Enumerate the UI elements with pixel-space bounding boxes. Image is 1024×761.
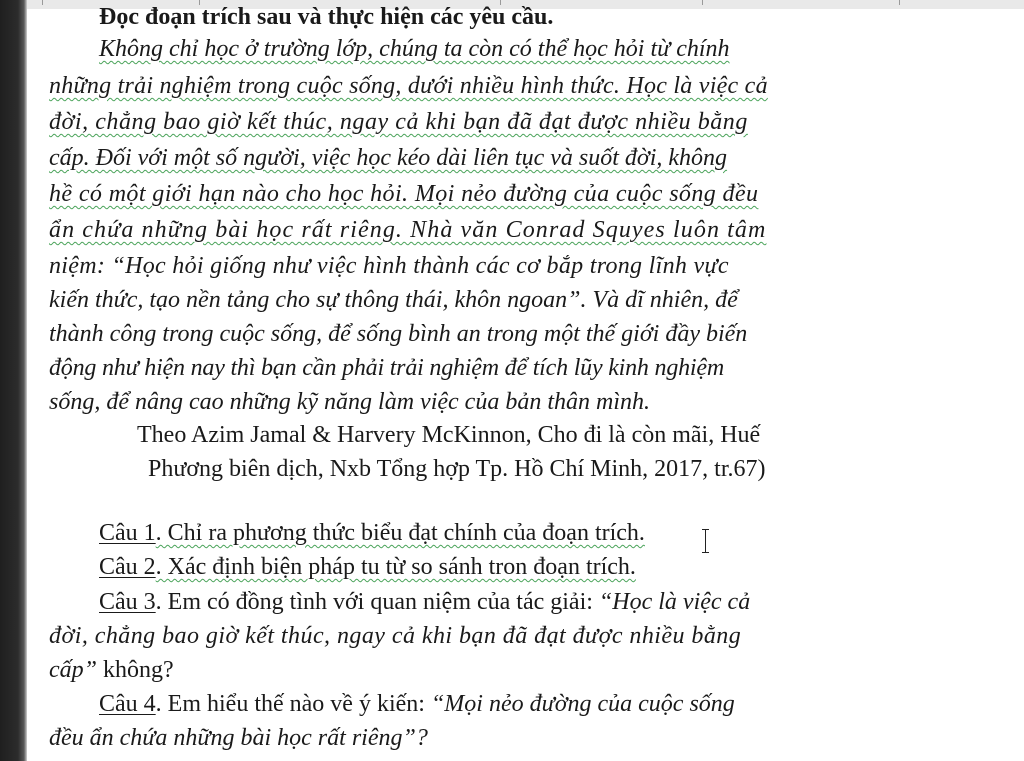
- question-2: [99, 552, 636, 582]
- question-3-tail: không?: [97, 657, 174, 683]
- question-3-label: Câu 3: [99, 589, 156, 615]
- question-3-quote-end: cấp”: [49, 657, 97, 683]
- passage-line: sống, để nâng cao những kỹ năng làm việc của bản thân mình.: [49, 389, 650, 415]
- passage-line: ẩn chứa những bài học rất riêng. Nhà văn Conrad Squyes luôn tâm: [49, 217, 767, 243]
- question-4-text: . Em hiểu thế nào về ý kiến:: [155, 691, 431, 717]
- document-page[interactable]: [27, 4, 1024, 761]
- passage-line: hề có một giới hạn nào cho học hỏi. Mọi nẻo đường của cuộc sống đều: [49, 181, 759, 207]
- question-1-label: Câu 1: [99, 520, 156, 546]
- question-2-text: . Xác định biện pháp tu từ so sánh tron đoạn trích.: [155, 554, 636, 580]
- passage-line: đời, chẳng bao giờ kết thúc, ngay cả khi bạn đã đạt được nhiều bằng: [49, 109, 748, 135]
- ruler-tick: [899, 0, 900, 5]
- question-3-text: . Em có đồng tình với quan niệm của tác giải:: [155, 589, 599, 615]
- question-4-quote: “Mọi nẻo đường của cuộc sống: [430, 691, 735, 717]
- question-4-label: Câu 4: [99, 691, 156, 717]
- passage-line: Không chỉ học ở trường lớp, chúng ta còn có thể học hỏi từ chính: [99, 36, 730, 62]
- question-2-label: Câu 2: [99, 554, 156, 580]
- text-cursor-icon: [705, 529, 706, 553]
- passage-line: niệm: “Học hỏi giống như việc hình thành các cơ bắp trong lĩnh vực: [49, 253, 729, 279]
- source-citation: Phương biên dịch, Nxb Tổng hợp Tp. Hồ Chí Minh, 2017, tr.67): [148, 456, 766, 482]
- question-1: [99, 518, 645, 548]
- passage-line: cấp. Đối với một số người, việc học kéo dài liên tục và suốt đời, không: [49, 145, 728, 171]
- instruction-heading: Đọc đoạn trích sau và thực hiện các yêu cầu.: [99, 4, 554, 30]
- passage-line: những trải nghiệm trong cuộc sống, dưới nhiều hình thức. Học là việc cả: [49, 73, 768, 99]
- question-4-quote-cont: đều ẩn chứa những bài học rất riêng”?: [49, 725, 428, 751]
- ruler-tick: [42, 0, 43, 5]
- passage-line: động như hiện nay thì bạn cần phải trải nghiệm để tích lũy kinh nghiệm: [49, 355, 724, 381]
- ruler-tick: [702, 0, 703, 5]
- question-3: [99, 587, 750, 617]
- passage-line: thành công trong cuộc sống, để sống bình an trong một thế giới đầy biến: [49, 321, 748, 347]
- question-1-text: . Chỉ ra phương thức biểu đạt chính của đoạn trích.: [155, 520, 645, 546]
- passage-line: kiến thức, tạo nền tảng cho sự thông thái, khôn ngoan”. Và dĩ nhiên, để: [49, 287, 738, 313]
- window-left-edge: [0, 0, 27, 761]
- question-3-quote: “Học là việc cả: [598, 589, 751, 615]
- question-3-end: [49, 655, 174, 685]
- question-4: [99, 689, 735, 719]
- question-3-quote-cont: đời, chẳng bao giờ kết thúc, ngay cả khi bạn đã đạt được nhiều bằng: [49, 623, 742, 649]
- source-citation: Theo Azim Jamal & Harvery McKinnon, Cho đi là còn mãi, Huế: [137, 422, 761, 448]
